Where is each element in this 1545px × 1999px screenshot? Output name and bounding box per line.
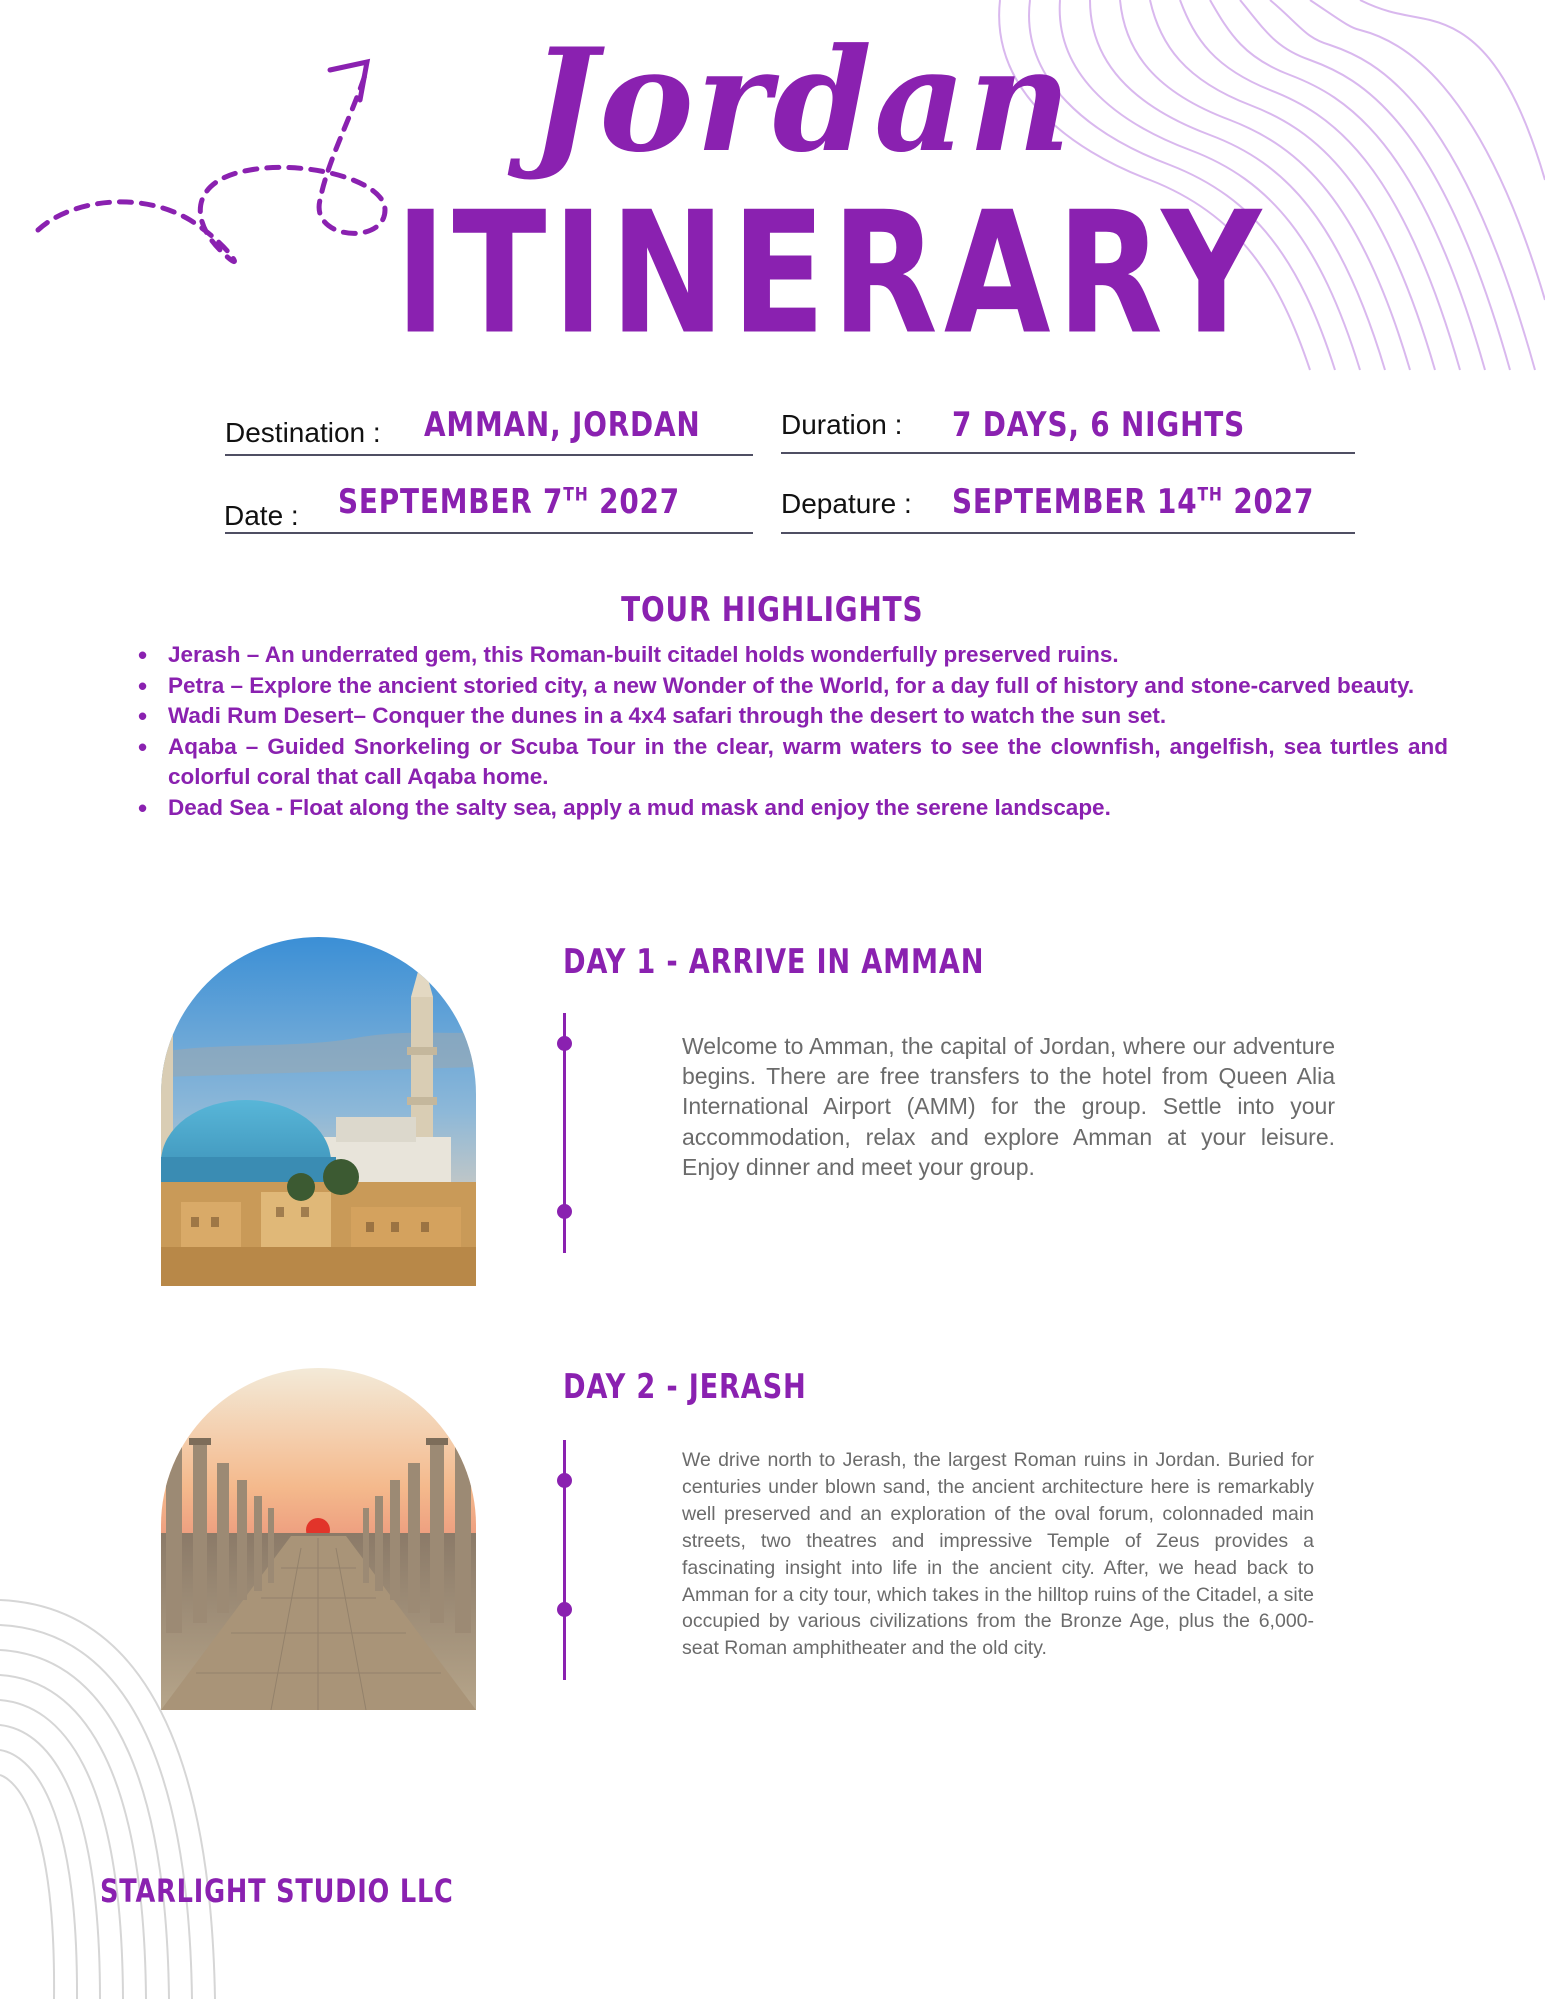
departure-value	[952, 482, 1314, 522]
date-value	[338, 482, 680, 522]
mosque-illustration	[161, 937, 476, 1286]
company-name: STARLIGHT STUDIO LLC	[100, 1872, 454, 1910]
departure-label: Depature :	[781, 488, 912, 519]
timeline-dot-icon	[557, 1602, 572, 1617]
page-title-script: Jordan	[530, 18, 1074, 184]
destination-label: Destination :	[225, 417, 381, 448]
date-label: Date :	[224, 500, 299, 531]
day1-description: Welcome to Amman, the capital of Jordan, where our adventure begins. There are free transfers to the hotel from Queen Alia International Airport (AMM) for the group. Settle into your accommodation, relax and explore Amman at your leisure. Enjoy dinner and meet your group.	[682, 1033, 1335, 1180]
day2-photo-jerash-colonnade	[161, 1368, 476, 1710]
day2-description: We drive north to Jerash, the largest Roman ruins in Jordan. Buried for centuries under blown sand, the ancient architecture here is remarkably well preserved and an exploration of the oval forum, colonnaded main streets, two theatres and impressive Temple of Zeus provides a fascinating insight into life in the ancient city. After, we head back to Amman for a city tour, which takes in the hilltop ruins of the Citadel, a site occupied by various civilizations from the Bronze Age, plus the 6,000-seat Roman amphitheater and the old city.	[682, 1449, 1314, 1660]
day1-title: DAY 1 - ARRIVE IN AMMAN	[563, 942, 985, 982]
timeline-dot-icon	[557, 1036, 572, 1051]
colonnade-illustration	[161, 1368, 476, 1710]
date-value-year: 2027	[588, 482, 680, 522]
dashed-arrow-icon	[30, 50, 390, 270]
departure-value-ordinal: TH	[1197, 483, 1223, 506]
date-value-main: SEPTEMBER 7	[338, 482, 564, 522]
departure-value-year: 2027	[1222, 482, 1315, 522]
timeline-dot-icon	[557, 1204, 572, 1219]
tour-highlights-title	[0, 590, 1545, 630]
tour-highlights-title-text: TOUR HIGHLIGHTS	[621, 590, 924, 630]
timeline-dot-icon	[557, 1473, 572, 1488]
departure-value-main: SEPTEMBER 14	[952, 482, 1198, 522]
highlight-item: • Petra – Explore the ancient storied city, a new Wonder of the World, for a day full of history and stone-carved beauty.	[168, 671, 1448, 702]
duration-value: 7 DAYS, 6 NIGHTS	[952, 405, 1245, 445]
departure-underline	[781, 532, 1355, 534]
highlight-item: • Aqaba – Guided Snorkeling or Scuba Tour in the clear, warm waters to see the clownfish, angelfish, sea turtles and colorful coral that call Aqaba home.	[168, 732, 1448, 793]
page-title-main: ITINERARY	[395, 175, 1268, 372]
highlight-item: • Dead Sea - Float along the salty sea, apply a mud mask and enjoy the serene landscape.	[168, 793, 1448, 824]
date-underline	[225, 532, 753, 534]
day2-title: DAY 2 - JERASH	[563, 1367, 807, 1407]
date-value-ordinal: TH	[563, 483, 589, 506]
destination-value: AMMAN, JORDAN	[424, 405, 701, 445]
highlights-list	[135, 640, 1448, 823]
duration-underline	[781, 452, 1355, 454]
highlight-item: • Wadi Rum Desert– Conquer the dunes in a 4x4 safari through the desert to watch the sun set.	[168, 701, 1448, 732]
highlight-item: • Jerash – An underrated gem, this Roman-built citadel holds wonderfully preserved ruins.	[168, 640, 1448, 671]
destination-underline	[225, 454, 753, 456]
day1-photo-amman-mosque	[161, 937, 476, 1286]
duration-label: Duration :	[781, 409, 903, 440]
